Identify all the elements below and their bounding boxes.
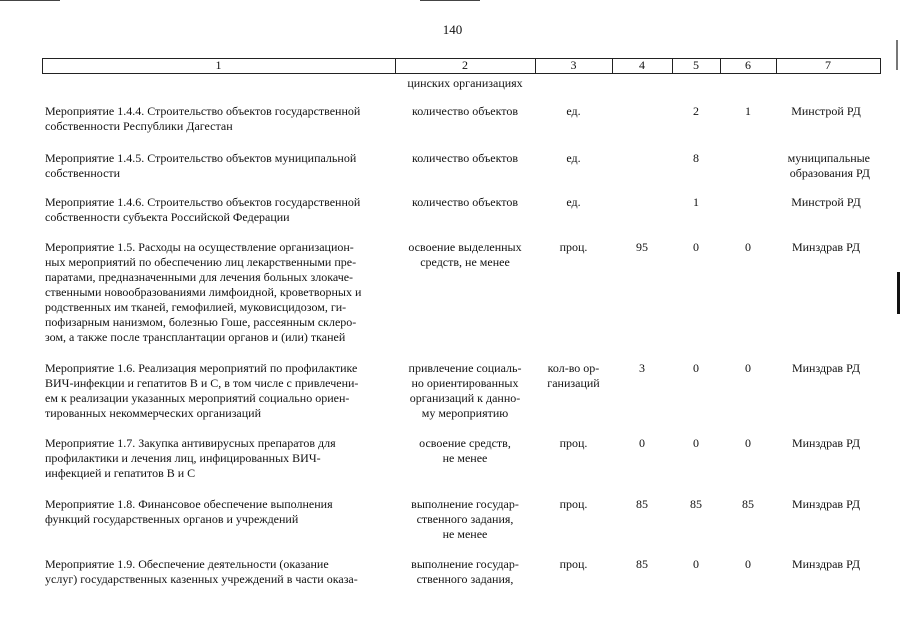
unit: проц. <box>559 240 588 254</box>
responsible: Минстрой РД <box>791 195 861 209</box>
responsible: Минздрав РД <box>791 240 861 254</box>
indicator: привлечение социаль- но ориентированных организаций к данно- му мероприятию <box>408 361 522 420</box>
unit: ед. <box>566 151 581 165</box>
value-col-5: 0 <box>693 436 699 450</box>
value-col-4: 85 <box>636 497 648 511</box>
value-col-4: 0 <box>639 436 645 450</box>
header-col-3: 3 <box>570 58 577 72</box>
value-col-6: 0 <box>745 361 751 375</box>
value-col-5: 2 <box>693 104 699 118</box>
unit: проц. <box>559 497 588 511</box>
value-col-6: 0 <box>745 557 751 571</box>
header-col-2: 2 <box>462 58 468 72</box>
measure-description: Мероприятие 1.6. Реализация мероприятий по профилактике ВИЧ-инфекции и гепатитов B и C, в том числе с привлечени- ем к реализации указанных мероприятий социально ориен- тированных некоммерческих организаций <box>45 361 359 420</box>
header-col-1: 1 <box>215 58 222 72</box>
value-col-4: 95 <box>636 240 648 254</box>
header-col-5: 5 <box>693 58 699 72</box>
value-col-6: 85 <box>742 497 754 511</box>
header-col-6: 6 <box>745 58 751 72</box>
indicator: выполнение государ- ственного задания, не менее <box>411 497 519 541</box>
header-bottom-border <box>42 73 881 74</box>
value-col-5: 0 <box>693 240 699 254</box>
value-col-4: 85 <box>636 557 648 571</box>
value-col-6: 0 <box>745 436 751 450</box>
scan-edge-mark-top <box>896 40 898 70</box>
unit: кол-во ор- ганизаций <box>547 361 600 390</box>
continuation-text: цинских организациях <box>407 76 523 90</box>
indicator: освоение выделенных средств, не менее <box>408 240 522 269</box>
responsible: муниципальные образования РД <box>787 151 870 180</box>
value-col-5: 1 <box>693 195 699 209</box>
unit: ед. <box>566 104 581 118</box>
header-col-4: 4 <box>639 58 645 72</box>
value-col-6: 1 <box>745 104 751 118</box>
responsible: Минстрой РД <box>791 104 861 118</box>
top-scan-line-mid <box>420 0 480 1</box>
value-col-5: 85 <box>690 497 702 511</box>
value-col-6: 0 <box>745 240 751 254</box>
value-col-4: 3 <box>639 361 645 375</box>
indicator: количество объектов <box>411 151 519 165</box>
value-col-5: 0 <box>693 557 699 571</box>
header-col-7: 7 <box>825 58 831 72</box>
measure-description: Мероприятие 1.7. Закупка антивирусных препаратов для профилактики и лечения лиц, инфицированных ВИЧ- инфекцией и гепатитов B и C <box>45 436 336 480</box>
measure-description: Мероприятие 1.9. Обеспечение деятельности (оказание услуг) государственных казенных учреждений в части оказа- <box>45 557 358 586</box>
value-col-5: 8 <box>693 151 699 165</box>
unit: проц. <box>559 436 588 450</box>
responsible: Минздрав РД <box>791 497 861 511</box>
scan-edge-mark <box>897 272 900 314</box>
unit: ед. <box>566 195 581 209</box>
responsible: Минздрав РД <box>791 361 861 375</box>
measure-description: Мероприятие 1.8. Финансовое обеспечение выполнения функций государственных органов и учреждений <box>45 497 333 526</box>
top-scan-line-left <box>0 0 60 1</box>
responsible: Минздрав РД <box>791 557 861 571</box>
indicator: количество объектов <box>411 195 519 209</box>
indicator: освоение средств, не менее <box>419 436 511 465</box>
measure-description: Мероприятие 1.4.6. Строительство объектов государственной собственности субъекта Российской Федерации <box>45 195 361 224</box>
header-divider <box>880 58 881 73</box>
indicator: количество объектов <box>411 104 519 118</box>
indicator: выполнение государ- ственного задания, <box>411 557 519 586</box>
measure-description: Мероприятие 1.5. Расходы на осуществление организацион- ных мероприятий по обеспечению лиц лекарственными пре- паратами, предназначенными для лечения больных злокаче- ственными новообразованиями лимфоидной, кроветворных и родственных им тканей, гемофилией, муковисцидозом, ги- пофизарным нанизмом, болезнью Гоше, рассеянным склеро- зом, а также после трансплантации органов и (или) тканей <box>45 240 362 344</box>
responsible: Минздрав РД <box>791 436 861 450</box>
unit: проц. <box>559 557 588 571</box>
value-col-5: 0 <box>693 361 699 375</box>
measure-description: Мероприятие 1.4.4. Строительство объектов государственной собственности Республики Дагестан <box>45 104 361 133</box>
page-number: 140 <box>442 22 463 37</box>
measure-description: Мероприятие 1.4.5. Строительство объектов муниципальной собственности <box>45 151 357 180</box>
